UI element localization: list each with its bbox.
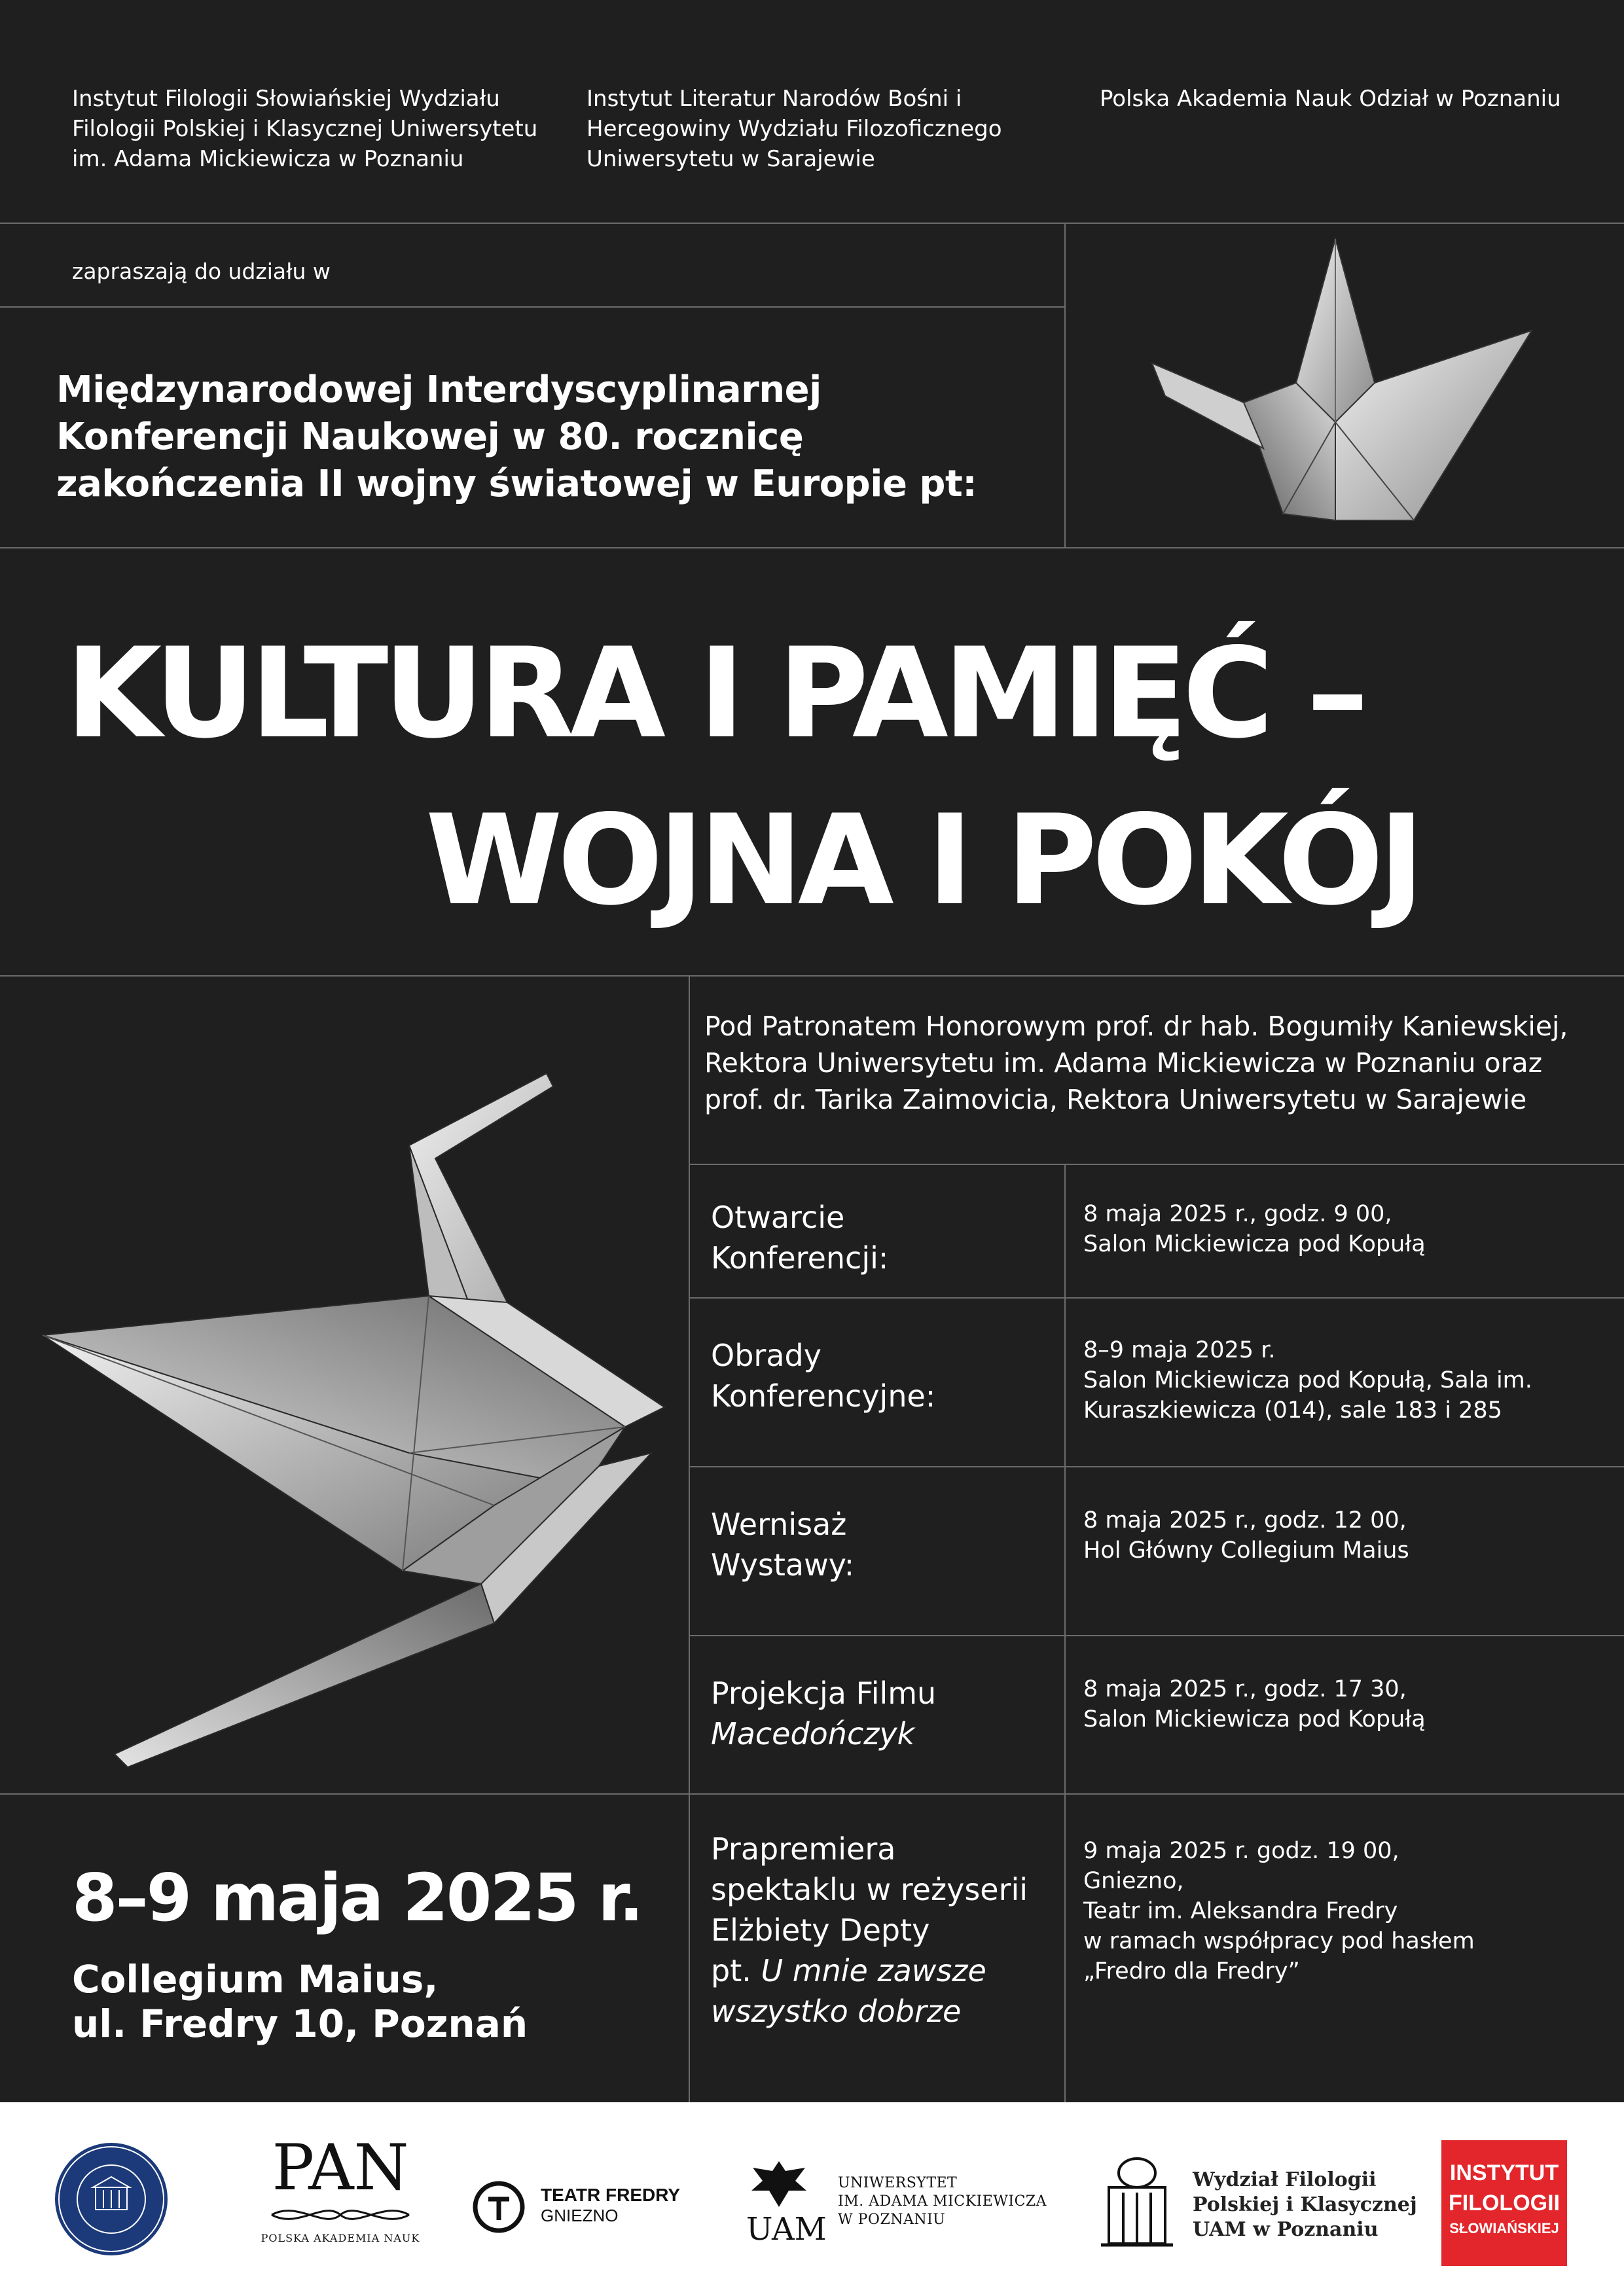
play-title: wszystko dobrze [711, 1994, 962, 2029]
divider [689, 975, 690, 2102]
detail-line: Teatr im. Aleksandra Fredry [1083, 1898, 1398, 1924]
conference-line: Konferencji Naukowej w 80. rocznicę [56, 416, 804, 458]
instytut-filologii-slowianskiej-logo [1441, 2140, 1567, 2266]
wydzial-line: UAM w Poznaniu [1193, 2218, 1379, 2241]
instytut-line: SŁOWIAŃSKIEJ [1449, 2220, 1559, 2236]
label-line: Obrady [711, 1338, 821, 1373]
divider [689, 1466, 1624, 1467]
organizer-1-line: Filologii Polskiej i Klasycznej Uniwersytetu [72, 116, 538, 142]
divider [0, 306, 1066, 308]
uam-line: UNIWERSYTET [838, 2175, 958, 2191]
film-title: Macedończyk [711, 1716, 915, 1751]
detail-line: 9 maja 2025 r. godz. 19 00, [1083, 1838, 1399, 1864]
invite-text: zapraszają do udziału w [72, 259, 331, 284]
detail-line: Kuraszkiewicza (014), sale 183 i 285 [1083, 1397, 1502, 1424]
teatr-name: TEATR FREDRY [541, 2185, 681, 2205]
detail-line: Salon Mickiewicza pod Kopułą [1083, 1706, 1426, 1732]
detail-line: w ramach współpracy pod hasłem [1083, 1928, 1475, 1954]
logo-bar [0, 2102, 1624, 2296]
pan-caption: POLSKA AKADEMIA NAUK [261, 2232, 420, 2244]
organizer-3 [1100, 84, 1597, 114]
uam-logo-text [838, 2174, 1047, 2229]
label-line: Projekcja Filmu [711, 1676, 937, 1711]
wydzial-logo-text [1193, 2168, 1417, 2242]
pan-mark: PAN [272, 2131, 409, 2204]
divider [1064, 223, 1066, 548]
detail-line: 8–9 maja 2025 r. [1083, 1337, 1276, 1363]
schedule-row-5-label [711, 1829, 1028, 2032]
label-line: Konferencji: [711, 1240, 889, 1276]
schedule-row-3-details [1083, 1505, 1409, 1566]
schedule-row-2-details [1083, 1335, 1532, 1426]
pan-swirl-icon [259, 2200, 422, 2229]
divider [689, 1635, 1624, 1636]
university-of-sarajevo-seal-logo [52, 2140, 170, 2258]
teatr-fredry-icon [471, 2179, 526, 2234]
divider [0, 1793, 1624, 1795]
collegium-building-icon [1094, 2153, 1180, 2251]
label-line: Wernisaż [711, 1507, 847, 1542]
organizer-2-line: Uniwersytetu w Sarajewie [586, 146, 875, 172]
uam-line: IM. ADAMA MICKIEWICZA [838, 2193, 1047, 2210]
schedule-row-3-label [711, 1504, 854, 1585]
label-line [711, 1950, 1028, 1991]
origami-crane-large-image [36, 1060, 691, 1793]
label-line: spektaklu w reżyserii [711, 1872, 1028, 1907]
teatr-city: GNIEZNO [541, 2206, 619, 2225]
patronage [704, 1008, 1608, 1118]
patronage-line: Rektora Uniwersytetu im. Adama Mickiewicza w Poznaniu oraz [704, 1047, 1543, 1079]
schedule-row-5-details [1083, 1836, 1475, 1986]
divider [1064, 1164, 1066, 2102]
uam-line: W POZNANIU [838, 2212, 946, 2228]
uam-eagle-icon [746, 2155, 812, 2214]
label-line: Otwarcie [711, 1200, 845, 1235]
event-date: 8–9 maja 2025 r. [72, 1859, 642, 1936]
schedule-row-1-details [1083, 1199, 1426, 1259]
conference-line: Międzynarodowej Interdyscyplinarnej [56, 368, 821, 411]
label-line: Konferencyjne: [711, 1378, 936, 1414]
organizer-2-line: Hercegowiny Wydziału Filozoficznego [586, 116, 1002, 142]
schedule-row-2-label [711, 1335, 935, 1416]
instytut-line: FILOLOGII [1449, 2191, 1560, 2215]
wydzial-line: Polskiej i Klasycznej [1193, 2193, 1417, 2216]
label-line: Prapremiera [711, 1831, 896, 1867]
conference-line: zakończenia II wojny światowej w Europie pt: [56, 463, 977, 505]
divider [0, 975, 1624, 977]
detail-line: „Fredro dla Fredry” [1083, 1958, 1300, 1984]
main-title-line-2: WOJNA I POKÓJ [425, 788, 1420, 933]
divider [689, 1297, 1624, 1299]
play-title: U mnie zawsze [761, 1953, 986, 1988]
organizer-2 [586, 84, 1058, 174]
detail-line: 8 maja 2025 r., godz. 12 00, [1083, 1507, 1407, 1534]
pan-logo [259, 2131, 422, 2244]
organizer-3-line: Polska Akademia Nauk Odział w Poznaniu [1100, 86, 1561, 112]
patronage-line: Pod Patronatem Honorowym prof. dr hab. Bogumiły Kaniewskiej, [704, 1011, 1568, 1042]
detail-line: Gniezno, [1083, 1868, 1184, 1894]
label-line: Elżbiety Depty [711, 1912, 930, 1948]
uam-mark: UAM [746, 2211, 827, 2248]
label-prefix: pt. [711, 1953, 761, 1988]
main-title-line-1: KULTURA I PAMIĘĆ – [65, 621, 1364, 766]
detail-line: 8 maja 2025 r., godz. 9 00, [1083, 1201, 1392, 1227]
organizer-1-line: im. Adama Mickiewicza w Poznaniu [72, 146, 464, 172]
organizer-2-line: Instytut Literatur Narodów Bośni i [586, 86, 962, 112]
instytut-line: INSTYTUT [1449, 2161, 1559, 2185]
venue-line: ul. Fredry 10, Poznań [72, 2001, 528, 2046]
detail-line: 8 maja 2025 r., godz. 17 30, [1083, 1676, 1407, 1702]
schedule-row-1-label [711, 1197, 888, 1278]
teatr-fredry-logo [541, 2185, 680, 2225]
organizer-1 [72, 84, 543, 174]
wydzial-line: Wydział Filologii [1193, 2168, 1377, 2191]
schedule-row-4-label [711, 1673, 936, 1754]
divider [689, 1164, 1624, 1165]
divider [0, 547, 1624, 548]
organizer-1-line: Instytut Filologii Słowiańskiej Wydziału [72, 86, 500, 112]
event-venue [72, 1957, 528, 2046]
conference-name [56, 367, 1051, 508]
origami-crane-small-image [1139, 232, 1545, 540]
detail-line: Salon Mickiewicza pod Kopułą [1083, 1231, 1426, 1257]
label-line: Wystawy: [711, 1547, 855, 1583]
detail-line: Salon Mickiewicza pod Kopułą, Sala im. [1083, 1367, 1532, 1393]
schedule-row-4-details [1083, 1674, 1426, 1734]
patronage-line: prof. dr. Tarika Zaimovicia, Rektora Uniwersytetu w Sarajewie [704, 1084, 1527, 1115]
divider [0, 223, 1624, 224]
venue-line: Collegium Maius, [72, 1957, 439, 2001]
detail-line: Hol Główny Collegium Maius [1083, 1537, 1409, 1564]
